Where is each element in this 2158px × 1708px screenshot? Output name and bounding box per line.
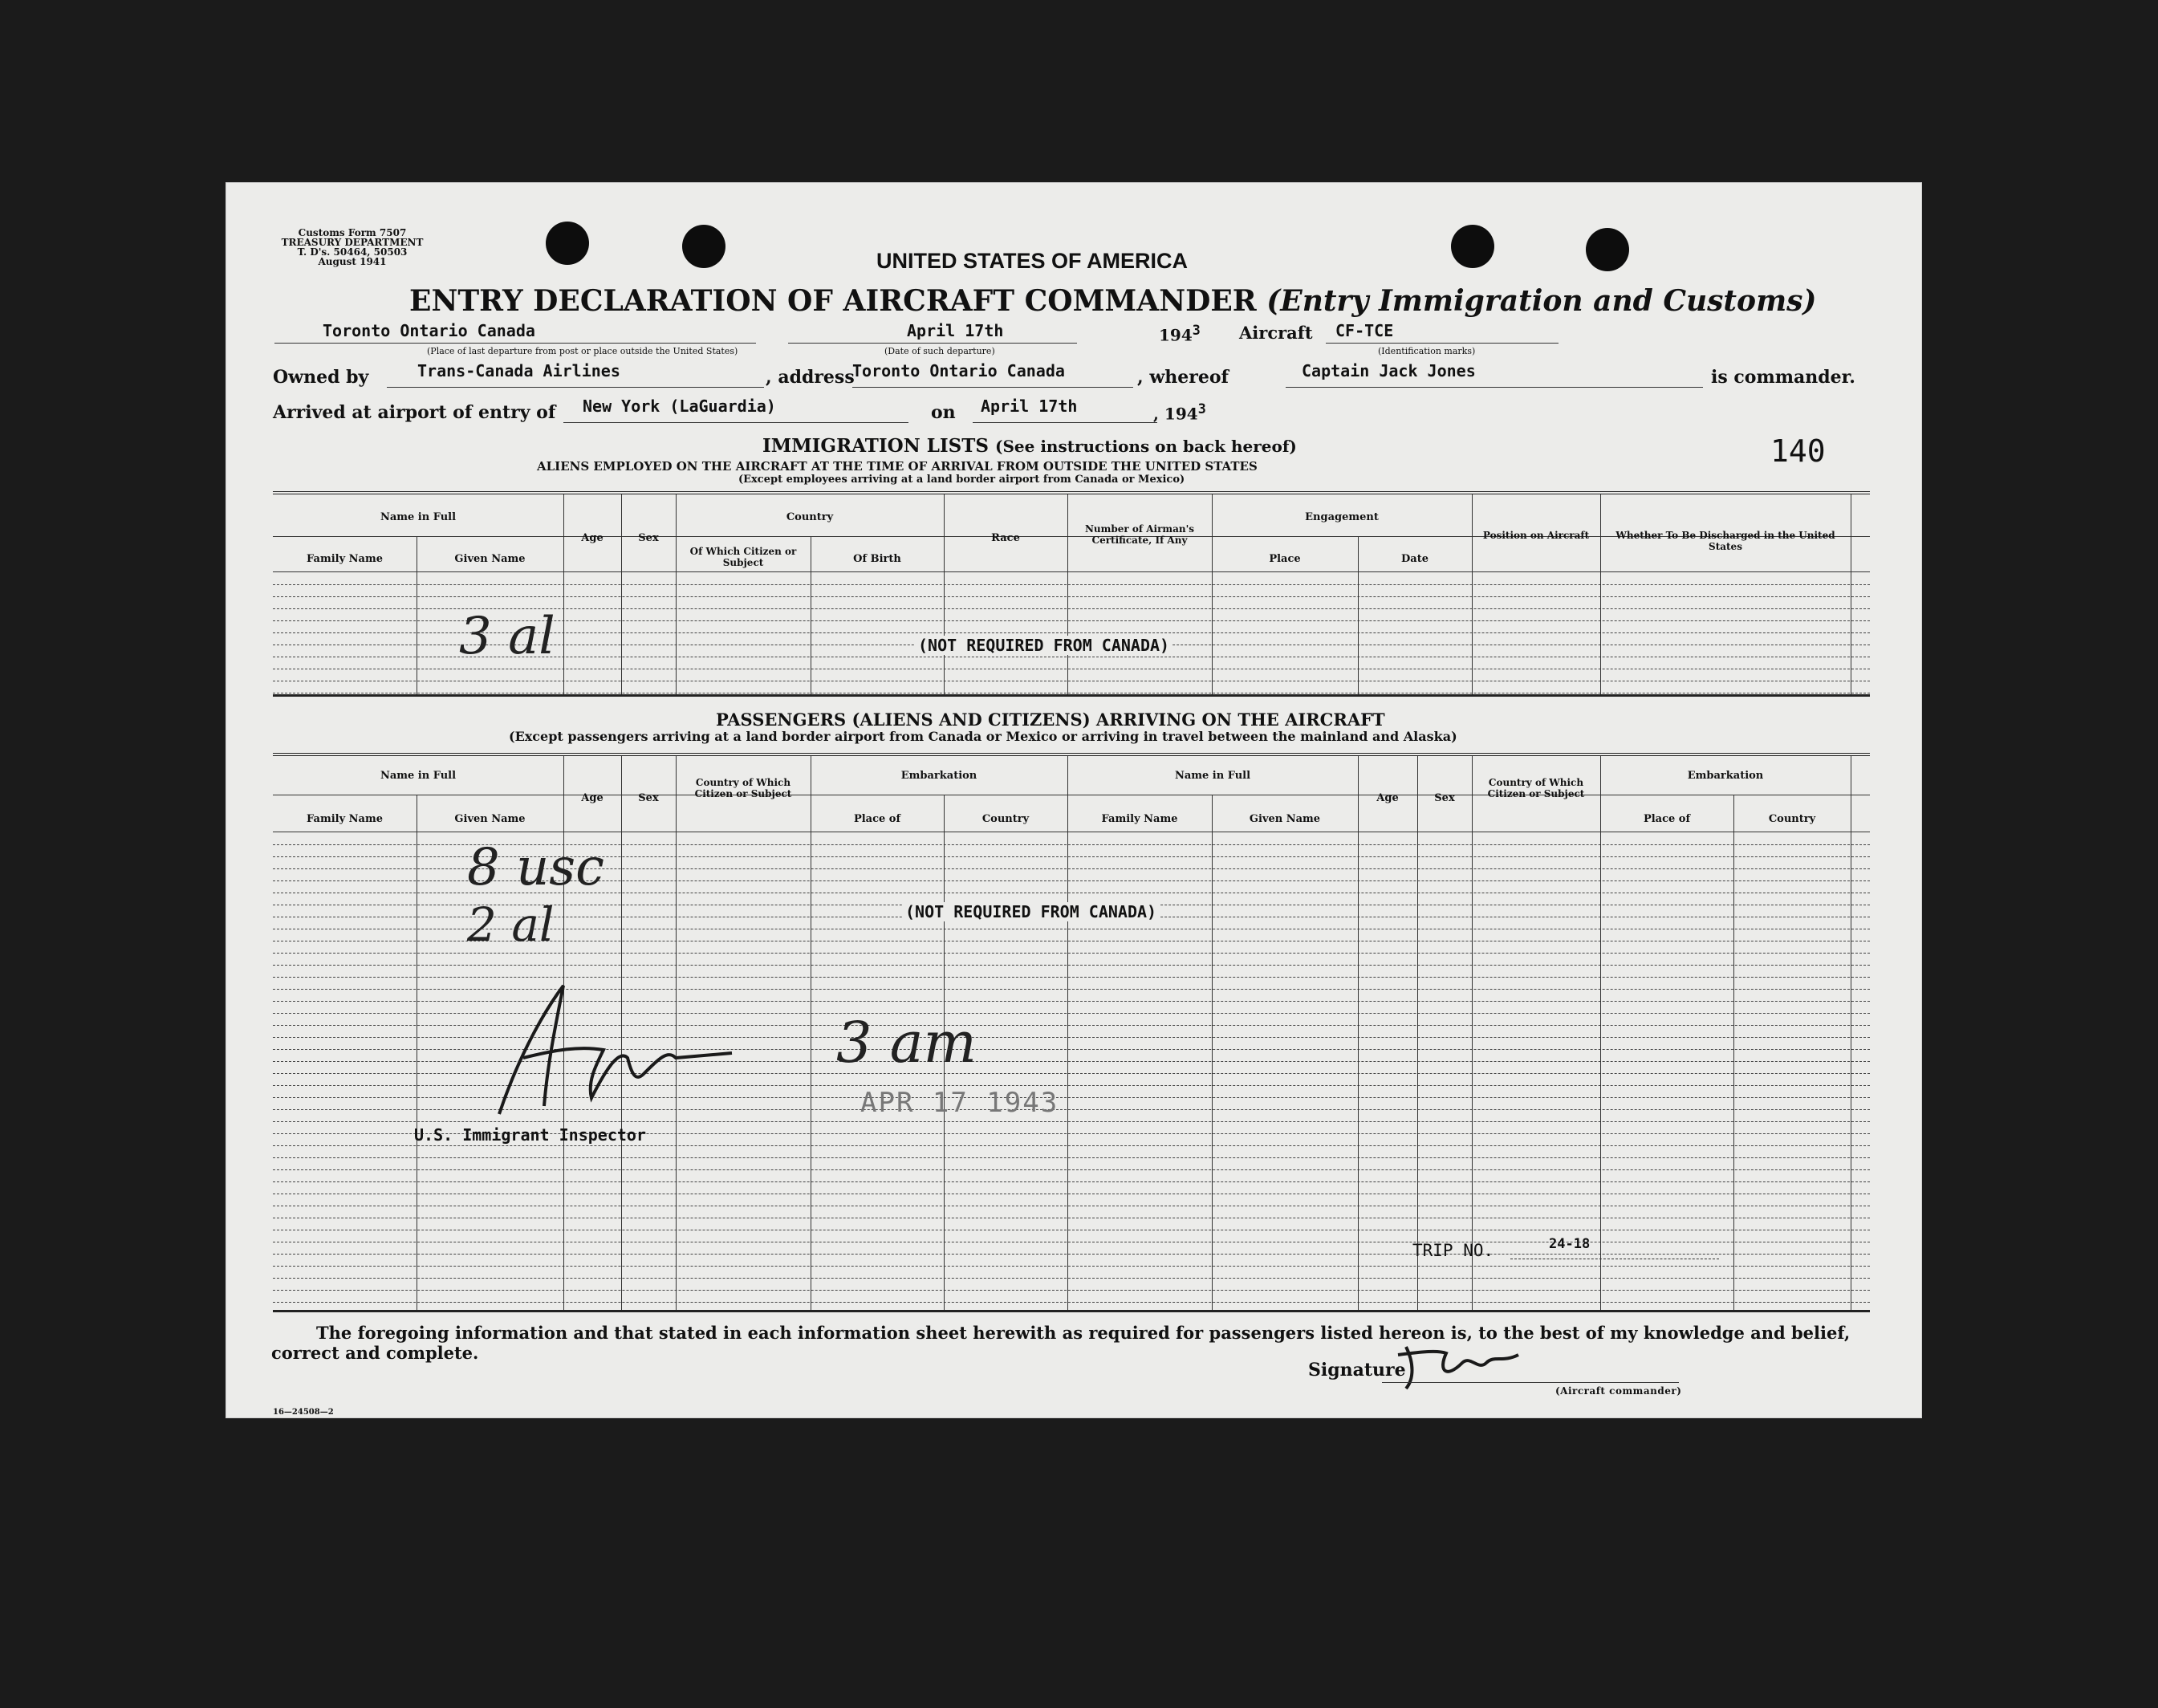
pax-header-place-of: Place of [853,813,901,825]
aircraft-id: CF-TCE [1335,321,1394,340]
ruled-line [273,596,1870,597]
header-discharged: Whether To Be Discharged in the United States [1615,530,1835,552]
punch-hole [546,222,589,265]
is-commander-label: is commander. [1711,367,1855,388]
header-of-birth: Of Birth [853,553,901,565]
header-family-name: Family Name [307,553,383,565]
country-title: UNITED STATES OF AMERICA [876,249,1188,273]
ruled-line [273,1181,1870,1182]
form-sheet [226,183,1921,1417]
pax-header-citizen-of: Country of Which Citizen or Subject [694,777,792,799]
pax-header-embarkation-2: Embarkation [1687,770,1764,782]
ruled-line [273,1157,1870,1158]
arrival-date: April 17th [981,396,1078,416]
immigration-subtitle2: (Except employees arriving at a land border airport from Canada or Mexico) [738,474,1185,486]
year-suffix: 3 [1192,323,1201,338]
passengers-not-required: (NOT REQUIRED FROM CANADA) [902,902,1160,921]
declaration-text: The foregoing information and that stated in each information sheet herewith as required for passengers listed hereon is, to the best of my knowledge and belief, correct and complete. [271,1323,1851,1363]
punch-hole [1586,228,1629,271]
trip-label: TRIP NO. [1412,1241,1494,1260]
punch-hole [1451,225,1494,268]
form-id-line: August 1941 [318,256,387,267]
form-code: 16—24508—2 [273,1408,334,1417]
immigration-title [762,435,1297,457]
date-stamp: APR 17 1943 [860,1087,1059,1119]
ruled-line [273,1254,1870,1255]
header-certificate: Number of Airman's Certificate, If Any [1084,523,1195,546]
signature-label: Signature [1308,1360,1406,1381]
handwritten-usc: 8 usc [467,838,604,897]
ruled-line [273,953,1870,954]
header-given-name: Given Name [454,553,526,565]
ruled-line [273,1145,1870,1146]
punch-hole [682,225,725,268]
aircraft-label: Aircraft [1239,323,1313,343]
ruled-line [273,1302,1870,1303]
departure-place-caption: (Place of last departure from post or place outside the United States) [427,346,738,356]
main-title-text: ENTRY DECLARATION OF AIRCRAFT COMMANDER [409,284,1257,318]
pax-header-family-name-2: Family Name [1101,813,1178,825]
address-value: Toronto Ontario Canada [852,361,1065,380]
inspector-label: U.S. Immigrant Inspector [414,1125,646,1145]
header-name-in-full: Name in Full [380,511,457,523]
inspector-signature [467,970,740,1130]
main-title-sub: (Entry Immigration and Customs) [1266,284,1817,318]
immigration-instructions: (See instructions on back hereof) [995,437,1297,456]
pax-header-country-2: Country [1768,813,1816,825]
arrival-label: Arrived at airport of entry of [273,402,556,423]
header-date: Date [1401,553,1429,565]
address-label: , address [766,367,855,388]
handwritten-count: 3 al [459,607,555,666]
pax-header-embarkation: Embarkation [900,770,977,782]
departure-date: April 17th [907,321,1004,340]
immigration-not-required: (NOT REQUIRED FROM CANADA) [915,636,1172,655]
pax-header-country: Country [981,813,1030,825]
header-sex: Sex [638,532,659,544]
page-number: 140 [1770,433,1826,469]
header-position: Position on Aircraft [1482,530,1590,541]
pax-header-given-name-2: Given Name [1249,813,1321,825]
header-country: Country [786,511,834,523]
passengers-title: PASSENGERS (ALIENS AND CITIZENS) ARRIVING ON THE AIRCRAFT [716,710,1385,730]
form-id-block [268,228,437,266]
ruled-line [273,584,1870,585]
main-title [409,284,1816,318]
signature-caption: (Aircraft commander) [1555,1385,1682,1397]
pax-header-name-in-full: Name in Full [380,770,457,782]
pax-header-age: Age [581,792,604,804]
pax-header-citizen-of-2: Country of Which Citizen or Subject [1487,777,1585,799]
header-place: Place [1269,553,1301,565]
departure-date-caption: (Date of such departure) [884,346,995,356]
ruled-line [273,1278,1870,1279]
commander-value: Captain Jack Jones [1302,361,1476,380]
form-id-line: Customs Form 7507 [298,227,407,238]
departure-place: Toronto Ontario Canada [323,321,535,340]
header-age: Age [581,532,604,544]
form-id-line: T. D's. 50464, 50503 [297,246,408,258]
form-id-line: TREASURY DEPARTMENT [281,237,424,248]
owner-value: Trans-Canada Airlines [417,361,620,380]
commander-signature [1390,1331,1534,1395]
handwritten-am: 3 am [836,1010,977,1076]
pax-header-age-2: Age [1376,792,1399,804]
arrival-on-label: on [931,402,956,423]
arrival-airport: New York (LaGuardia) [583,396,776,416]
passengers-subtitle: (Except passengers arriving at a land border airport from Canada or Mexico or arriving in travel between the mainland and Alaska) [509,729,1457,744]
arrival-year [1153,401,1206,424]
ruled-line [273,1290,1870,1291]
year-prefix: 194 [1159,325,1193,345]
pax-header-sex: Sex [638,792,659,804]
header-citizen-of: Of Which Citizen or Subject [689,546,797,568]
pax-header-family-name: Family Name [307,813,383,825]
ruled-line [273,965,1870,966]
whereof-label: , whereof [1137,367,1229,388]
immigration-title-text: IMMIGRATION LISTS [762,435,989,457]
departure-year [1159,323,1201,345]
pax-header-place-of-2: Place of [1643,813,1691,825]
pax-header-sex-2: Sex [1434,792,1455,804]
owned-by-label: Owned by [273,367,369,388]
aircraft-caption: (Identification marks) [1378,346,1476,356]
immigration-subtitle: ALIENS EMPLOYED ON THE AIRCRAFT AT THE TIME OF ARRIVAL FROM OUTSIDE THE UNITED STATES [537,459,1258,474]
header-engagement: Engagement [1305,511,1379,523]
ruled-line [273,1169,1870,1170]
year-suffix: 3 [1197,401,1206,417]
pax-header-given-name: Given Name [454,813,526,825]
header-race: Race [991,532,1020,544]
pax-header-name-in-full-2: Name in Full [1174,770,1251,782]
handwritten-al: 2 al [467,897,555,952]
ruled-line [273,1266,1870,1267]
trip-number: 24-18 [1549,1236,1591,1252]
year-prefix: , 194 [1153,404,1198,424]
